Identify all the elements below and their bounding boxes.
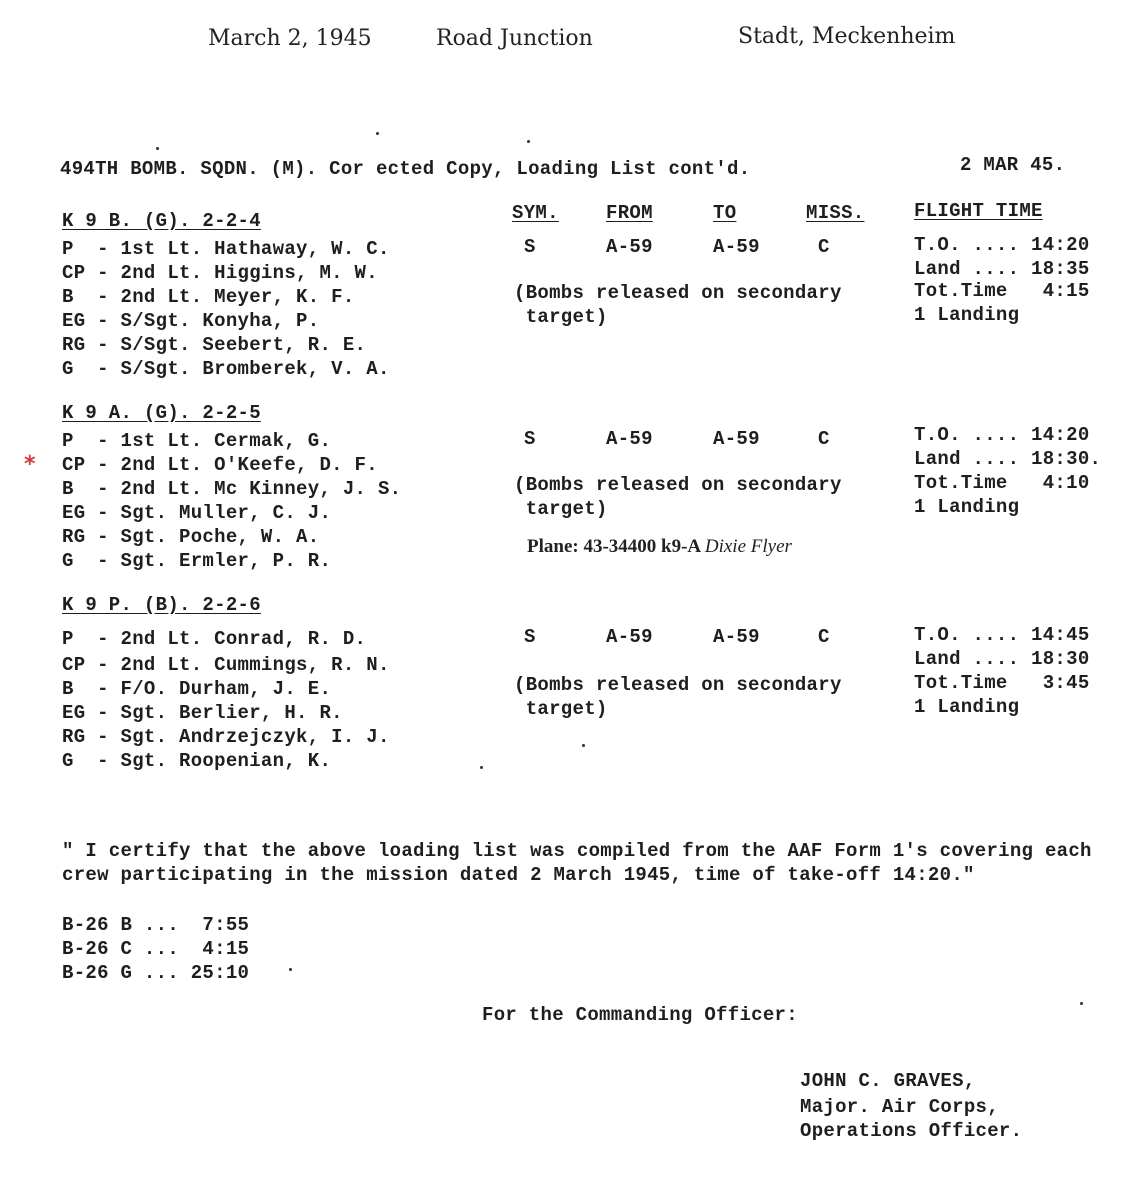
miss-value: C: [818, 428, 830, 450]
remark-line: (Bombs released on secondary: [514, 282, 842, 304]
scan-speck: [480, 766, 483, 769]
total-line: B-26 B ... 7:55: [62, 914, 250, 936]
scan-speck: [376, 132, 379, 135]
land-time: Land .... 18:35: [914, 258, 1090, 280]
land-time: Land .... 18:30.: [914, 448, 1102, 470]
sym-value: S: [524, 428, 536, 450]
remark-line: target): [514, 306, 608, 328]
scan-speck: [289, 968, 292, 971]
crew-line: B - F/O. Durham, J. E.: [62, 678, 332, 700]
scan-speck: [527, 140, 530, 143]
crew-line: RG - Sgt. Poche, W. A.: [62, 526, 320, 548]
total-line: B-26 G ... 25:10: [62, 962, 250, 984]
crew-line: RG - Sgt. Andrzejczyk, I. J.: [62, 726, 390, 748]
signer-rank: Major. Air Corps,: [800, 1096, 999, 1118]
certification-line: " I certify that the above loading list was compiled from the AAF Form 1's covering each: [62, 840, 1092, 862]
miss-value: C: [818, 626, 830, 648]
landings-count: 1 Landing: [914, 304, 1020, 326]
signer-title: Operations Officer.: [800, 1120, 1023, 1142]
takeoff-time: T.O. .... 14:20: [914, 424, 1090, 446]
caption-date: March 2, 1945: [208, 26, 372, 51]
remark-line: target): [514, 698, 608, 720]
sym-value: S: [524, 236, 536, 258]
land-time: Land .... 18:30: [914, 648, 1090, 670]
crew-line: B - 2nd Lt. Meyer, K. F.: [62, 286, 355, 308]
remark-line: target): [514, 498, 608, 520]
flight-title: K 9 A. (G). 2-2-5: [62, 402, 261, 424]
plane-annotation: [527, 536, 792, 558]
crew-line: G - S/Sgt. Bromberek, V. A.: [62, 358, 390, 380]
crew-line: CP - 2nd Lt. Cummings, R. N.: [62, 654, 390, 676]
from-value: A-59: [606, 428, 653, 450]
certification-line: crew participating in the mission dated 2 March 1945, time of take-off 14:20.": [62, 864, 975, 886]
landings-count: 1 Landing: [914, 696, 1020, 718]
to-value: A-59: [713, 236, 760, 258]
caption-place: Road Junction: [436, 26, 593, 51]
landings-count: 1 Landing: [914, 496, 1020, 518]
crew-line: P - 2nd Lt. Conrad, R. D.: [62, 628, 367, 650]
document-date: 2 MAR 45.: [960, 154, 1066, 176]
crew-line: G - Sgt. Roopenian, K.: [62, 750, 332, 772]
to-value: A-59: [713, 428, 760, 450]
column-from: FROM: [606, 202, 653, 224]
document-header: 494TH BOMB. SQDN. (M). Cor ected Copy, Loading List cont'd.: [60, 158, 751, 180]
crew-line: B - 2nd Lt. Mc Kinney, J. S.: [62, 478, 402, 500]
total-time: Tot.Time 4:15: [914, 280, 1090, 302]
crew-line: G - Sgt. Ermler, P. R.: [62, 550, 332, 572]
from-value: A-59: [606, 236, 653, 258]
column-flight-time: FLIGHT TIME: [914, 200, 1043, 222]
plane-id: Plane: 43-34400 k9-A: [527, 536, 705, 557]
remark-line: (Bombs released on secondary: [514, 674, 842, 696]
takeoff-time: T.O. .... 14:45: [914, 624, 1090, 646]
signer-name: JOHN C. GRAVES,: [800, 1070, 976, 1092]
crew-line: CP - 2nd Lt. Higgins, M. W.: [62, 262, 378, 284]
column-sym: SYM.: [512, 202, 559, 224]
remark-line: (Bombs released on secondary: [514, 474, 842, 496]
crew-line: EG - S/Sgt. Konyha, P.: [62, 310, 320, 332]
flight-title: K 9 B. (G). 2-2-4: [62, 210, 261, 232]
crew-line: EG - Sgt. Muller, C. J.: [62, 502, 332, 524]
crew-line: P - 1st Lt. Hathaway, W. C.: [62, 238, 390, 260]
for-commanding-officer: For the Commanding Officer:: [482, 1004, 798, 1026]
takeoff-time: T.O. .... 14:20: [914, 234, 1090, 256]
caption-location: Stadt, Meckenheim: [738, 24, 956, 49]
total-line: B-26 C ... 4:15: [62, 938, 250, 960]
total-time: Tot.Time 4:10: [914, 472, 1090, 494]
scan-speck: [582, 744, 585, 747]
scan-speck: [156, 147, 159, 150]
crew-line: CP - 2nd Lt. O'Keefe, D. F.: [62, 454, 378, 476]
from-value: A-59: [606, 626, 653, 648]
column-miss: MISS.: [806, 202, 865, 224]
highlight-marker: *: [24, 452, 36, 477]
to-value: A-59: [713, 626, 760, 648]
total-time: Tot.Time 3:45: [914, 672, 1090, 694]
plane-name: Dixie Flyer: [704, 536, 792, 557]
scan-speck: [1080, 1002, 1083, 1005]
crew-line: P - 1st Lt. Cermak, G.: [62, 430, 332, 452]
crew-line: RG - S/Sgt. Seebert, R. E.: [62, 334, 367, 356]
column-to: TO: [713, 202, 737, 224]
crew-line: EG - Sgt. Berlier, H. R.: [62, 702, 343, 724]
flight-title: K 9 P. (B). 2-2-6: [62, 594, 261, 616]
miss-value: C: [818, 236, 830, 258]
sym-value: S: [524, 626, 536, 648]
